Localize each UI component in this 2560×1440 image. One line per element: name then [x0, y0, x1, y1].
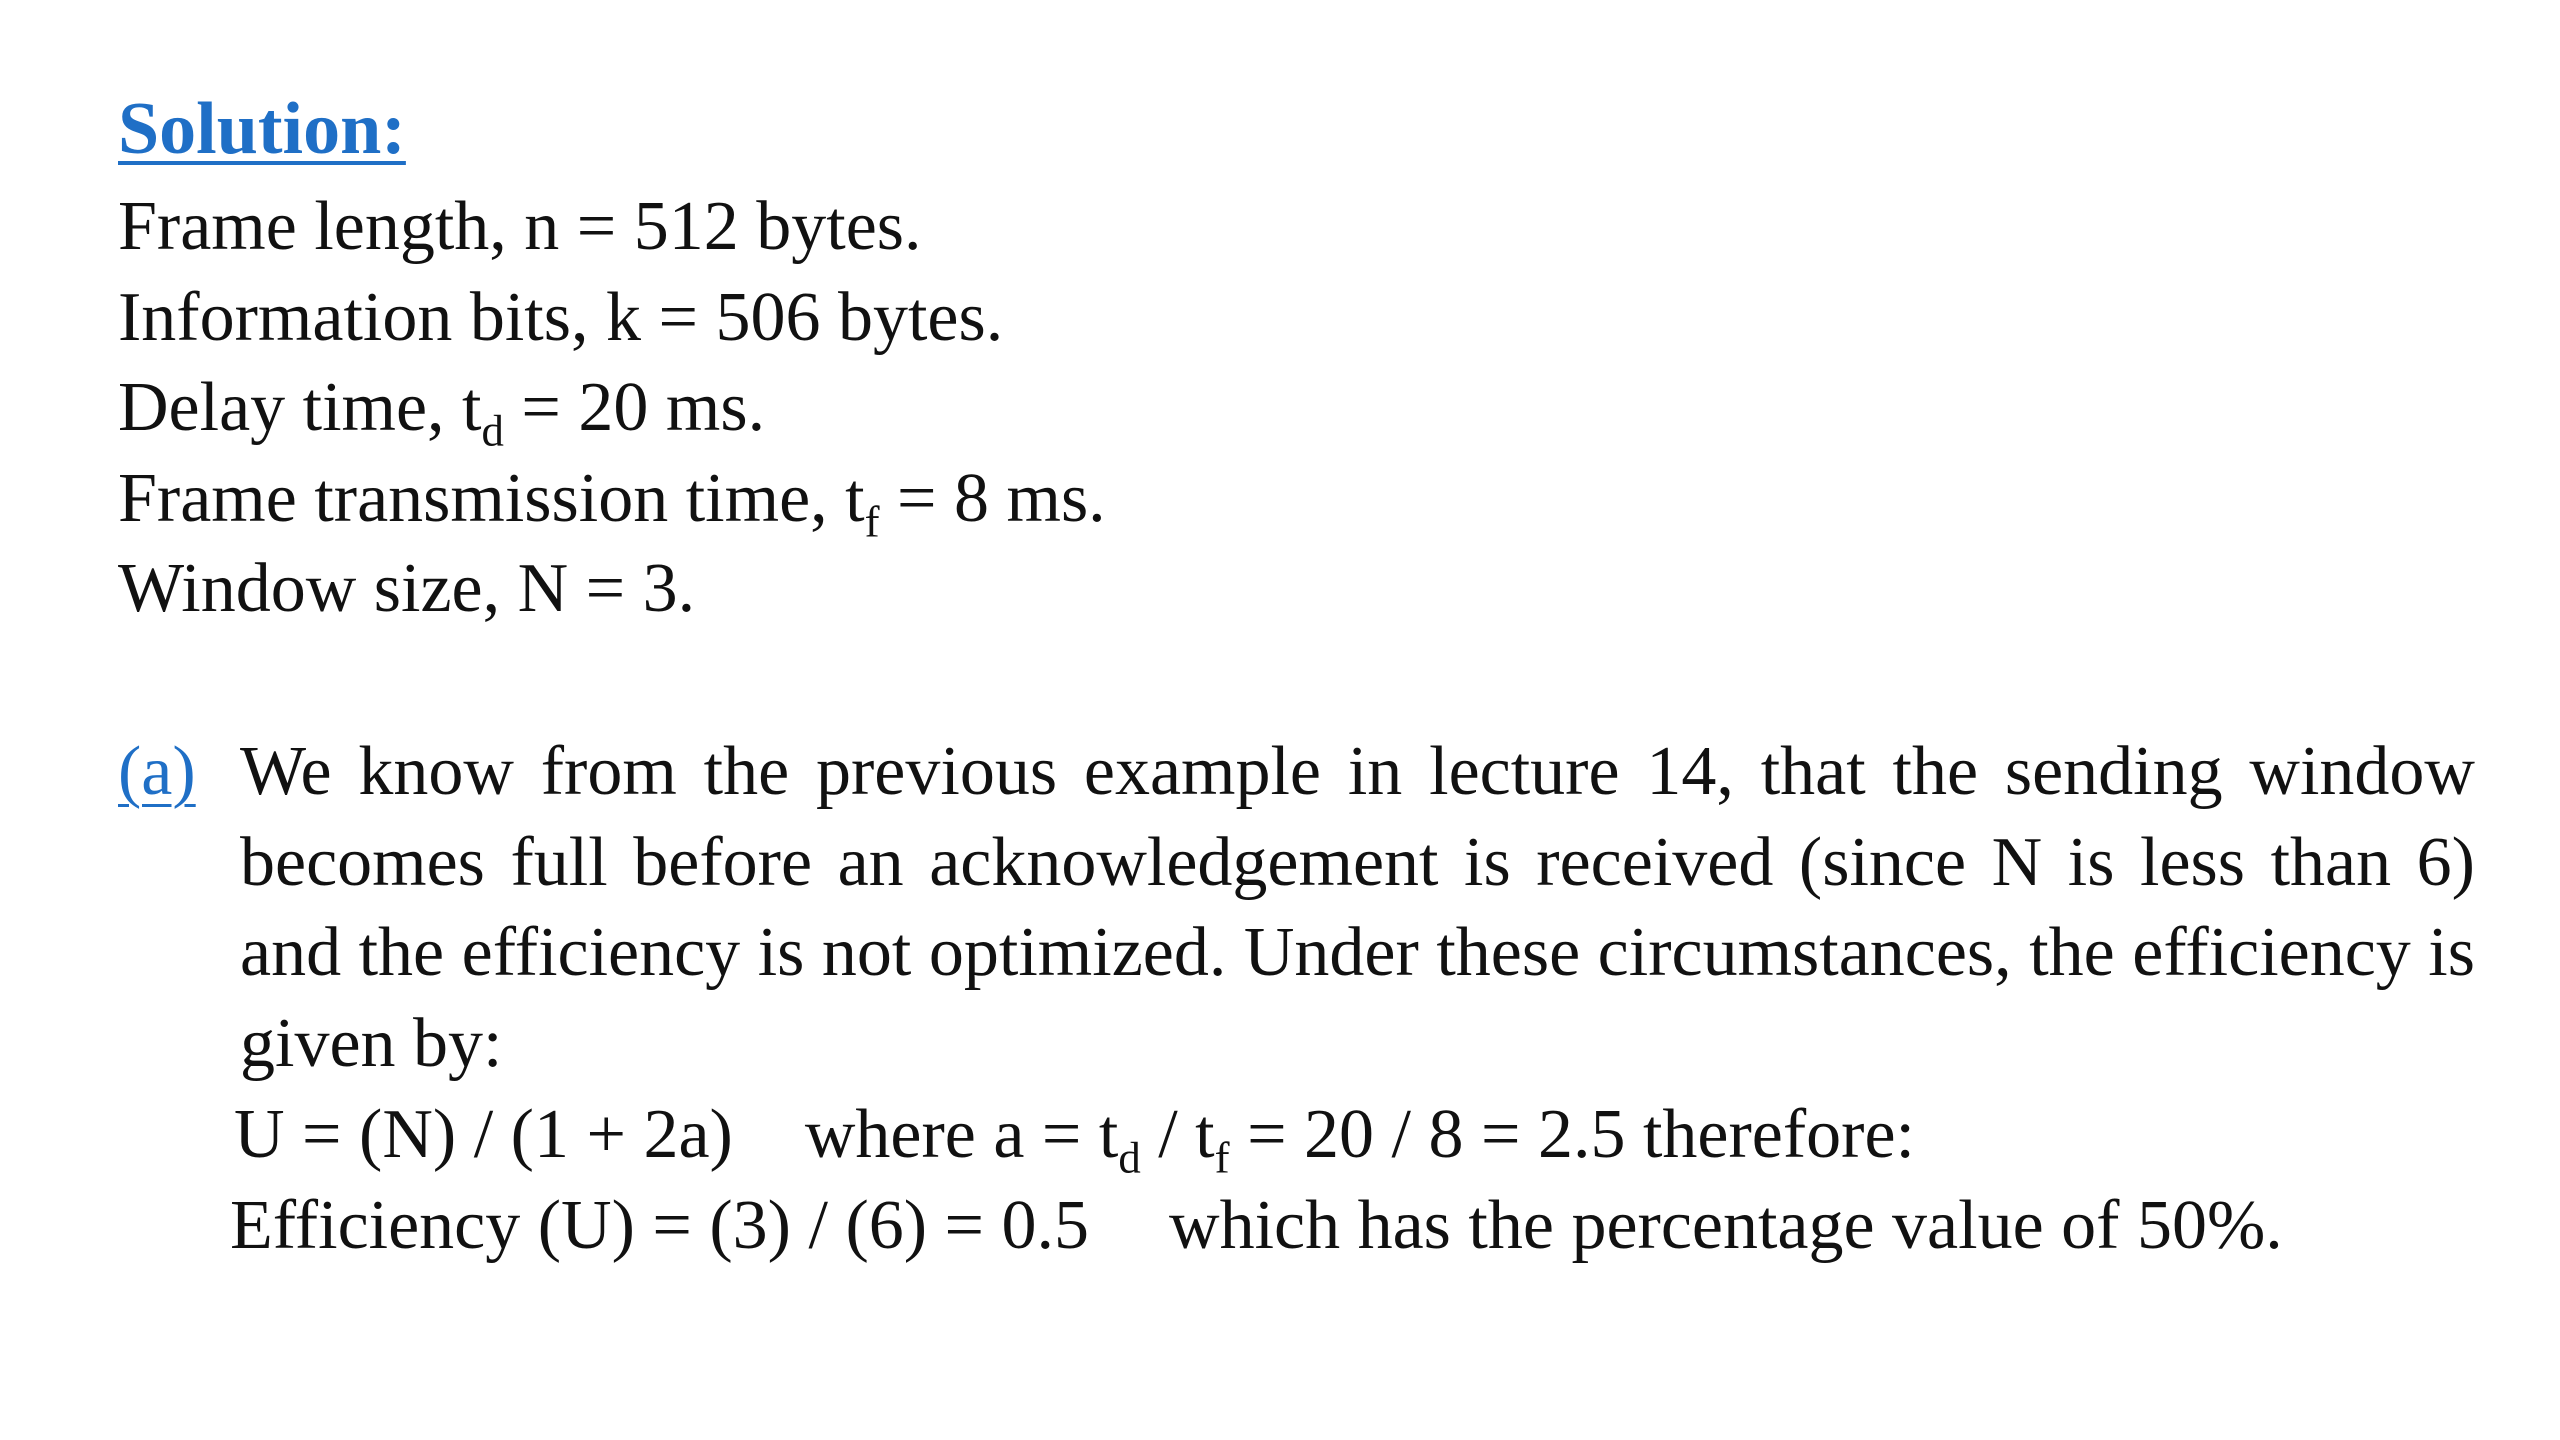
formula-subscript-d: d	[1118, 1132, 1141, 1183]
result-rhs: which has the percentage value of 50%.	[1169, 1187, 2283, 1264]
formula-lhs: U = (N) / (1 + 2a)	[234, 1096, 733, 1173]
delay-time-text: Delay time, t	[118, 369, 482, 446]
efficiency-formula	[234, 1090, 1915, 1181]
frame-length-line: Frame length, n = 512 bytes.	[118, 188, 922, 265]
result-lhs: Efficiency (U) = (3) / (6) = 0.5	[230, 1187, 1090, 1264]
frame-transmission-time-line	[118, 454, 1106, 545]
formula-subscript-f: f	[1214, 1132, 1230, 1183]
part-a-paragraph: We know from the previous example in lecture 14, that the sending window becomes full before an acknowledgement is received (since N is less than 6) and the efficiency is not optimized. Under these circumstances, the efficiency is given by:	[240, 733, 2475, 1082]
delay-time-line	[118, 363, 1106, 454]
given-values	[118, 182, 1106, 635]
window-size-line: Window size, N = 3.	[118, 550, 696, 627]
part-a-label: (a)	[118, 733, 196, 810]
information-bits-line: Information bits, k = 506 bytes.	[118, 278, 1004, 356]
ftt-text: Frame transmission time, t	[118, 459, 865, 537]
efficiency-result	[230, 1181, 2283, 1272]
delay-subscript: d	[481, 405, 504, 456]
formula-where: where a = t	[804, 1096, 1119, 1173]
ftt-subscript: f	[864, 496, 880, 547]
ftt-value: = 8 ms.	[879, 459, 1106, 537]
formula-rhs: = 20 / 8 = 2.5 therefore:	[1229, 1096, 1916, 1173]
formula-mid: / t	[1140, 1096, 1215, 1173]
delay-time-value: = 20 ms.	[503, 369, 766, 446]
solution-heading: Solution:	[118, 88, 406, 170]
